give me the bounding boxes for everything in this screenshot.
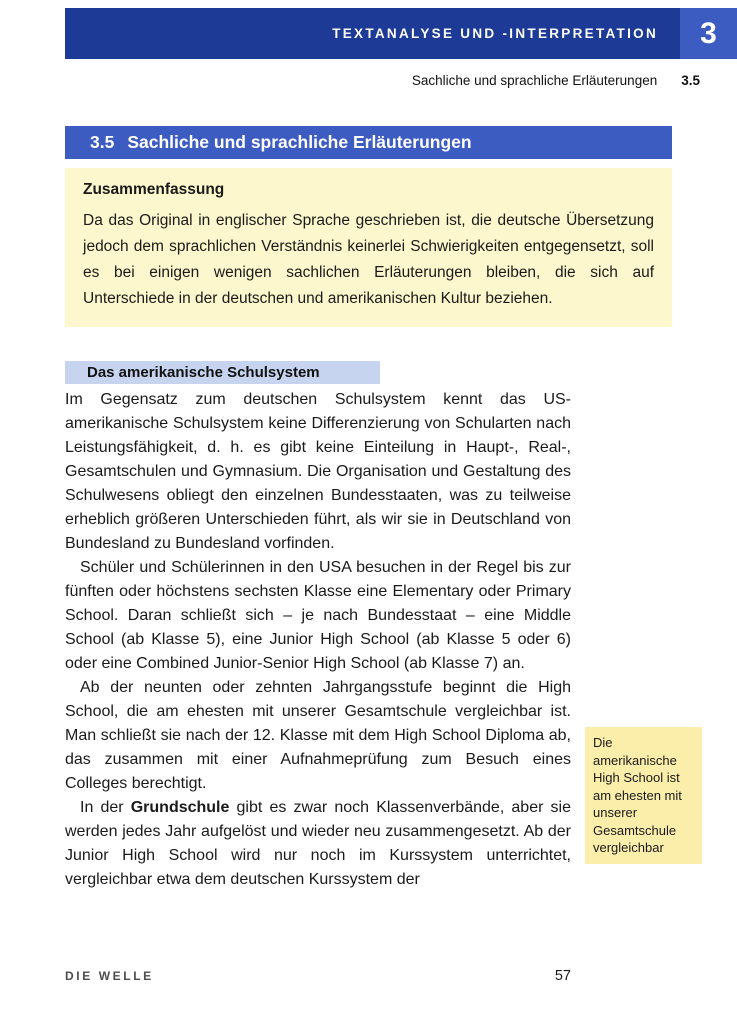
text-segment: Schüler und Schülerinnen in den USA besuchen in der Regel bis zur fünften oder höchstens sechsten Klasse eine Elementary oder Primary School. Daran schließt sich – je nach Bundesstaat – eine Middle School (ab Klasse 5), eine Junior High School (ab Klasse 5 oder 6) oder eine Combined Junior-Senior High School (ab Klasse 7) an. xyxy=(65,559,571,672)
section-number: 3.5 xyxy=(90,132,115,152)
paragraph xyxy=(65,676,571,796)
summary-text: Da das Original in englischer Sprache geschrieben ist, die deutsche Übersetzung jedoch dem sprachlichen Verständnis keinerlei Schwierigkeiten entgegensetzt, soll es bei einigen wenigen sachlichen Erläuterungen bleiben, die sich auf Unterschiede in der deutschen und amerikanischen Kultur beziehen. xyxy=(83,212,654,307)
running-head-number: 3.5 xyxy=(681,73,700,88)
summary-heading: Zusammenfassung xyxy=(83,181,225,198)
chapter-bar-title: TEXTANALYSE UND -INTERPRETATION xyxy=(332,26,658,41)
page-number: 57 xyxy=(554,968,571,984)
paragraph xyxy=(65,388,571,556)
section-header xyxy=(65,126,672,159)
text-segment: Im Gegensatz zum deutschen Schulsystem kennt das US-amerikanische Schulsystem keine Differenzierung von Schularten nach Leistungsfähigkeit, d. h. es gibt keine Einteilung in Haupt-, Real-, Gesamtschulen und Gymnasium. Die Organisation und Gestaltung des Schulwesens obliegt den einzelnen Bundesstaaten, was zu teilweise erheblich größeren Unterschieden führt, als wir sie in Deutschland von Bundesland zu Bundesland vorfinden. xyxy=(65,391,571,552)
margin-note: Die amerikanische High School ist am ehesten mit unserer Gesamtschule vergleichbar xyxy=(585,727,702,864)
page-footer xyxy=(65,968,571,984)
chapter-header-bar xyxy=(65,8,737,59)
paragraph xyxy=(65,796,571,892)
topic-subheading-label: Das amerikanische Schulsystem xyxy=(87,364,320,381)
paragraph xyxy=(65,556,571,676)
text-segment: Ab der neunten oder zehnten Jahrgangsstufe beginnt die High School, die am ehesten mit unserer Gesamtschule vergleichbar ist. Man schließt sie nach der 12. Klasse mit dem High School Diploma ab, das zusammen mit einer Aufnahmeprüfung zum Besuch eines Colleges berechtigt. xyxy=(65,679,571,792)
section-title: Sachliche und sprachliche Erläuterungen xyxy=(127,132,472,152)
body-text xyxy=(65,388,571,892)
running-head-title: Sachliche und sprachliche Erläuterungen xyxy=(411,73,658,88)
text-segment: gibt es zwar noch Klassenverbände, aber sie werden jedes Jahr aufgelöst und wieder neu zusammengesetzt. Ab der Junior High School wird nur noch im Kurssystem unterrichtet, vergleichbar etwa dem deutschen Kurssystem der xyxy=(65,799,571,888)
book-title: DIE WELLE xyxy=(65,969,154,983)
summary-box xyxy=(65,168,672,327)
chapter-number-box: 3 xyxy=(680,8,737,59)
topic-subheading xyxy=(65,361,380,384)
running-head xyxy=(412,73,700,88)
text-segment: Grundschule xyxy=(130,799,230,816)
text-segment: In der xyxy=(80,799,131,816)
